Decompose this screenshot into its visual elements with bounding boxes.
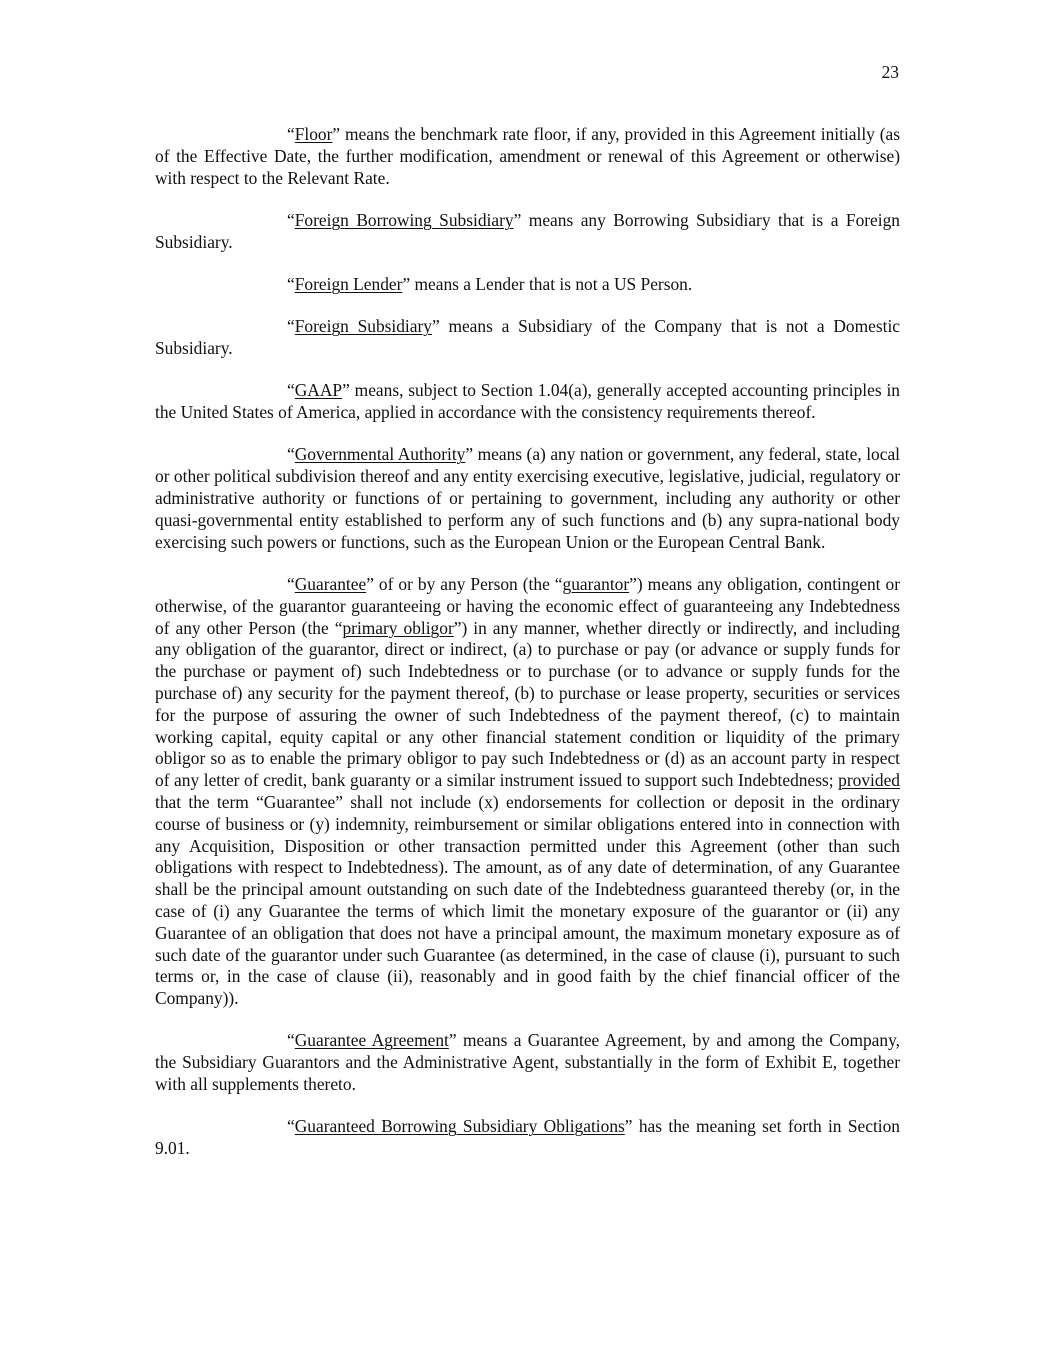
definition-guaranteed-borrowing-subsidiary-obligations (155, 1116, 900, 1160)
close-quote: ” (332, 124, 341, 144)
close-quote: ” (513, 209, 522, 230)
close-quote: ” (342, 380, 350, 401)
page-number: 23 (881, 62, 899, 82)
close-quote: ” (624, 1116, 633, 1137)
defined-term-primary-obligor: primary obligor (342, 617, 454, 638)
definition-body-part: that the term “Guarantee” shall not include (x) endorsements for collection or deposit in the ordinary course of business or (y) indemnity, reimbursement or similar obligations entered into in connection with any Acquisition, Disposition or other transaction permitted under this Agreement (other than such obligations with respect to Indebtedness). The amount, as of any date of determination, of any Guarantee shall be the principal amount outstanding on such date of the Indebtedness guaranteed thereby (or, in the case of (i) any Guarantee the terms of which limit the monetary exposure of the guarantor or (ii) any Guarantee of an obligation that does not have a principal amount, the maximum monetary exposure as of such date of the guarantor under such Guarantee (as determined, in the case of clause (i), pursuant to such terms or, in the case of clause (ii), reasonably and in good faith by the chief financial officer of the Company)). (155, 791, 900, 1009)
close-quote: ” (465, 444, 474, 465)
defined-term: Foreign Subsidiary (294, 316, 432, 337)
definition-guarantee-agreement (155, 1030, 900, 1095)
definition-gaap (155, 380, 900, 424)
definition-foreign-lender (155, 274, 900, 296)
definition-body: means any Borrowing Subsidiary that is a Foreign Subsidiary. (155, 209, 900, 252)
definition-body: means a Subsidiary of the Company that is not a Domestic Subsidiary. (155, 316, 900, 359)
definition-body: means a Lender that is not a US Person. (410, 273, 693, 294)
close-quote: ” (431, 316, 440, 337)
definition-body-part: ”) in any manner, whether directly or indirectly, and including any obligation of the guarantor, direct or indirect, (a) to purchase or pay (or advance or supply funds for the purchase or payment of) such Indebtedness or to purchase (or to advance or supply funds for the purchase of) any security for the payment thereof, (b) to purchase or lease property, securities or services for the purpose of assuring the owner of such Indebtedness of the payment thereof, (c) to maintain working capital, equity capital or any other financial statement condition or liquidity of the primary obligor so as to enable the primary obligor to pay such Indebtedness or (d) as an account party in respect of any letter of credit, bank guaranty or a similar instrument issued to support such Indebtedness; (155, 617, 900, 791)
defined-term: Governmental Authority (294, 444, 466, 465)
open-quote: “ (287, 316, 295, 337)
definition-body: means, subject to Section 1.04(a), generally accepted accounting principles in the United States of America, applied in accordance with the consistency requirements thereof. (155, 380, 900, 423)
close-quote: ” (402, 273, 411, 294)
defined-term: Foreign Borrowing Subsidiary (294, 209, 514, 230)
open-quote: “ (287, 209, 295, 230)
proviso-provided: provided (838, 770, 900, 791)
close-quote: ” (366, 573, 374, 594)
close-quote: ” (448, 1030, 457, 1051)
definition-body: means the benchmark rate floor, if any, provided in this Agreement initially (as of the Effective Date, the further modification, amendment or renewal of this Agreement or otherwise) with respect to the Relevant Rate. (155, 124, 900, 188)
defined-term: Floor (294, 124, 333, 144)
definition-floor (155, 124, 900, 189)
open-quote: “ (287, 573, 295, 594)
definition-foreign-subsidiary (155, 316, 900, 360)
defined-term-guarantor: guarantor (562, 573, 630, 594)
open-quote: “ (287, 444, 295, 465)
defined-term: GAAP (294, 380, 343, 401)
definition-guarantee (155, 574, 900, 1010)
definition-body: means a Guarantee Agreement, by and among the Company, the Subsidiary Guarantors and the Administrative Agent, substantially in the form of Exhibit E, together with all supplements thereto. (155, 1030, 900, 1094)
definition-foreign-borrowing-subsidiary (155, 210, 900, 254)
defined-term: Guarantee Agreement (294, 1030, 449, 1051)
definition-body-part: ”) means any obligation, contingent or otherwise, of the guarantor guaranteeing or having the economic effect of guaranteeing any Indebtedness of any other Person (the “ (155, 573, 900, 638)
open-quote: “ (287, 124, 295, 144)
definitions-list (155, 124, 900, 1180)
open-quote: “ (287, 1030, 295, 1051)
defined-term: Guaranteed Borrowing Subsidiary Obligations (294, 1116, 625, 1137)
open-quote: “ (287, 273, 295, 294)
definition-body-part: of or by any Person (the “ (373, 573, 563, 594)
definition-governmental-authority (155, 444, 900, 553)
open-quote: “ (287, 1116, 295, 1137)
defined-term: Foreign Lender (294, 273, 403, 294)
defined-term: Guarantee (294, 573, 367, 594)
open-quote: “ (287, 380, 295, 401)
definition-body: has the meaning set forth in Section 9.01. (155, 1116, 901, 1159)
definition-body: means (a) any nation or government, any federal, state, local or other political subdivision thereof and any entity exercising executive, legislative, judicial, regulatory or administrative authority or functions of or pertaining to government, including any authority or other quasi-governmental entity established to perform any of such functions and (b) any supra-national body exercising such powers or functions, such as the European Union or the European Central Bank. (155, 444, 900, 552)
